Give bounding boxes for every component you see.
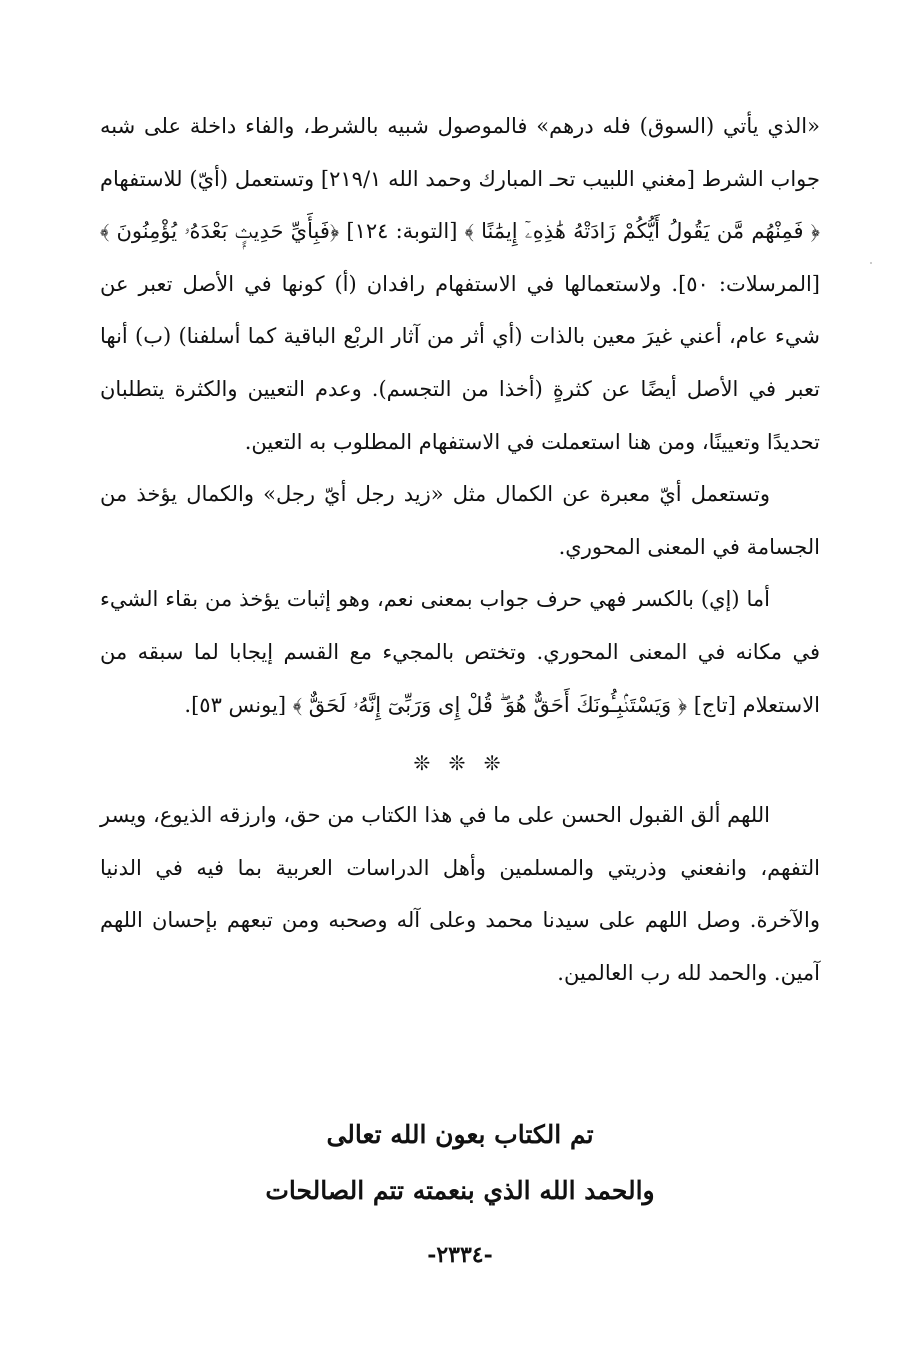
main-text: [100, 100, 820, 1000]
section-separator: ❊ ❊ ❊: [413, 751, 507, 776]
book-end-line-1: تم الكتاب بعون الله تعالى: [326, 1120, 594, 1149]
paragraph-2: وتستعمل أيّ معبرة عن الكمال مثل «زيد رجل أيّ رجل» والكمال يؤخذ من الجسامة في المعنى المحوري.: [100, 482, 820, 559]
margin-speck: [870, 262, 872, 264]
book-end-line-2: والحمد الله الذي بنعمته تتم الصالحات: [265, 1176, 655, 1205]
closing-prayer-paragraph: اللهم ألق القبول الحسن على ما في هذا الكتاب من حق، وارزقه الذيوع، ويسر التفهم، وانفعني وذريتي والمسلمين وأهل الدراسات العربية بما فيه في الدنيا والآخرة. وصل اللهم على سيدنا محمد وعلى آله وصحبه ومن تبعهم بإحسان اللهم آمين. والحمد لله رب العالمين.: [100, 803, 820, 985]
paragraph-1: «الذي يأتي (السوق) فله درهم» فالموصول شبيه بالشرط، والفاء داخلة على شبه جواب الشرط [مغني اللبيب تحـ المبارك وحمد الله ٢١٩/١] وتستعمل (أيّ) للاستفهام ﴿ فَمِنْهُم مَّن يَقُولُ أَيُّكُمْ زَادَتْهُ هَٰذِهِۦٓ إِيمَٰنًا ﴾ [التوبة: ١٢٤] ﴿فَبِأَيِّ حَدِيثٍۭ بَعْدَهُۥ يُؤْمِنُونَ ﴾ [المرسلات: ٥٠]. ولاستعمالها في الاستفهام رافدان (أ) كونها في الأصل تعبر عن شيء عام، أعني غيرَ معين بالذات (أي أثر من آثار الربْع الباقية كما أسلفنا) (ب) أنها تعبر في الأصل أيضًا عن كثرةٍ (أخذا من التجسم). وعدم التعيين والكثرة يتطلبان تحديدًا وتعيينًا، ومن هنا استعملت في الاستفهام المطلوب به التعين.: [100, 114, 820, 454]
paragraph-3: أما (إي) بالكسر فهي حرف جواب بمعنى نعم، وهو إثبات يؤخذ من بقاء الشيء في مكانه في المعنى المحوري. وتختص بالمجيء مع القسم إيجابا لما سبقه من الاستعلام [تاج] ﴿ وَيَسْتَنۢبِـُٔونَكَ أَحَقٌّ هُوَ ۖ قُلْ إِى وَرَبِّىٓ إِنَّهُۥ لَحَقٌّ ﴾ [يونس ٥٣].: [100, 587, 820, 717]
page-number: -٢٣٣٤-: [427, 1242, 493, 1268]
